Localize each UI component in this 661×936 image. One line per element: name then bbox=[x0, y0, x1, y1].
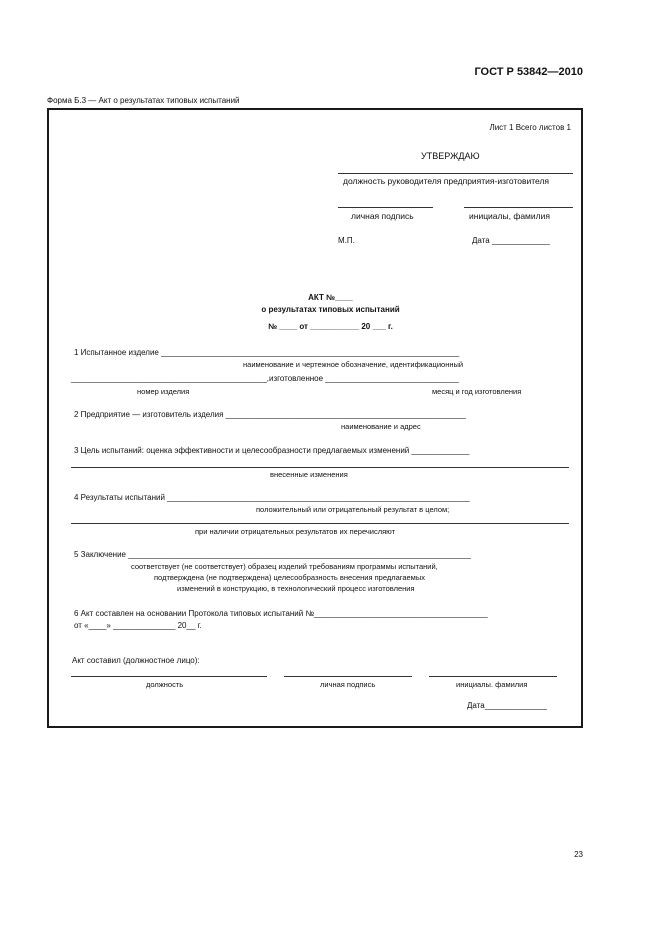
act-subtitle: о результатах типовых испытаний bbox=[261, 305, 400, 314]
approval-signature-line bbox=[338, 207, 433, 208]
item6-line2: от «____» ______________ 20__ г. bbox=[74, 621, 202, 630]
act-title: АКТ №____ bbox=[308, 293, 353, 302]
compiled-by-label: Акт составил (должностное лицо): bbox=[72, 656, 200, 665]
approval-signature-caption: личная подпись bbox=[351, 211, 414, 221]
item2-label: 2 Предприятие — изготовитель изделия ______________________________________________________ bbox=[74, 410, 466, 419]
item5-caption1: соответствует (не соответствует) образец изделий требованиям программы испытаний, bbox=[131, 562, 438, 571]
compiled-signature-line bbox=[284, 676, 412, 677]
sheet-info: Лист 1 Всего листов 1 bbox=[489, 123, 571, 132]
page-number: 23 bbox=[574, 850, 583, 859]
item4-caption1: положительный или отрицательный результат в целом; bbox=[256, 505, 450, 514]
approval-position-caption: должность руководителя предприятия-изготовителя bbox=[343, 176, 550, 186]
standard-header: ГОСТ Р 53842—2010 bbox=[474, 66, 583, 78]
item4-label: 4 Результаты испытаний ____________________________________________________________________ bbox=[74, 493, 470, 502]
compiled-date: Дата______________ bbox=[467, 701, 548, 710]
act-number-line: № ____ от ___________ 20 ___ г. bbox=[268, 322, 393, 331]
item4-blank-line bbox=[71, 523, 569, 524]
compiled-initials-line bbox=[429, 676, 557, 677]
item5-caption3: изменений в конструкцию, в технологический процесс изготовления bbox=[177, 584, 415, 593]
compiled-position-line bbox=[71, 676, 267, 677]
item2-caption: наименование и адрес bbox=[341, 422, 421, 431]
item1-line2: ____________________________________________,изготовленное ______________________________ bbox=[71, 374, 459, 383]
approval-title: УТВЕРЖДАЮ bbox=[421, 151, 480, 161]
item3-caption: внесенные изменения bbox=[270, 470, 348, 479]
compiled-signature-caption: личная подпись bbox=[320, 680, 376, 689]
item3-blank-line bbox=[71, 467, 569, 468]
compiled-initials-caption: инициалы. фамилия bbox=[456, 680, 528, 689]
approval-position-line bbox=[338, 173, 573, 174]
item5-label: 5 Заключение _____________________________________________________________________________ bbox=[74, 550, 471, 559]
item1-caption-right: месяц и год изготовления bbox=[432, 387, 522, 396]
item1-caption-left: номер изделия bbox=[137, 387, 190, 396]
item6-label: 6 Акт составлен на основании Протокола типовых испытаний №_______________________________________ bbox=[74, 609, 488, 618]
approval-date: Дата _____________ bbox=[472, 236, 550, 245]
compiled-position-caption: должность bbox=[146, 680, 184, 689]
item1-caption: наименование и чертежное обозначение, идентификационный bbox=[243, 360, 464, 369]
item4-caption2: при наличии отрицательных результатов их перечисляют bbox=[195, 527, 396, 536]
approval-initials-line bbox=[464, 207, 573, 208]
form-caption: Форма Б.3 — Акт о результатах типовых испытаний bbox=[47, 96, 240, 105]
item3-label: 3 Цель испытаний: оценка эффективности и целесообразности предлагаемых изменений _____________ bbox=[74, 446, 470, 455]
item5-caption2: подтверждена (не подтверждена) целесообразность внесения предлагаемых bbox=[154, 573, 425, 582]
approval-initials-caption: инициалы, фамилия bbox=[469, 211, 550, 221]
item1-label: 1 Испытанное изделие ___________________________________________________________________ bbox=[74, 348, 460, 357]
approval-stamp: М.П. bbox=[338, 236, 355, 245]
